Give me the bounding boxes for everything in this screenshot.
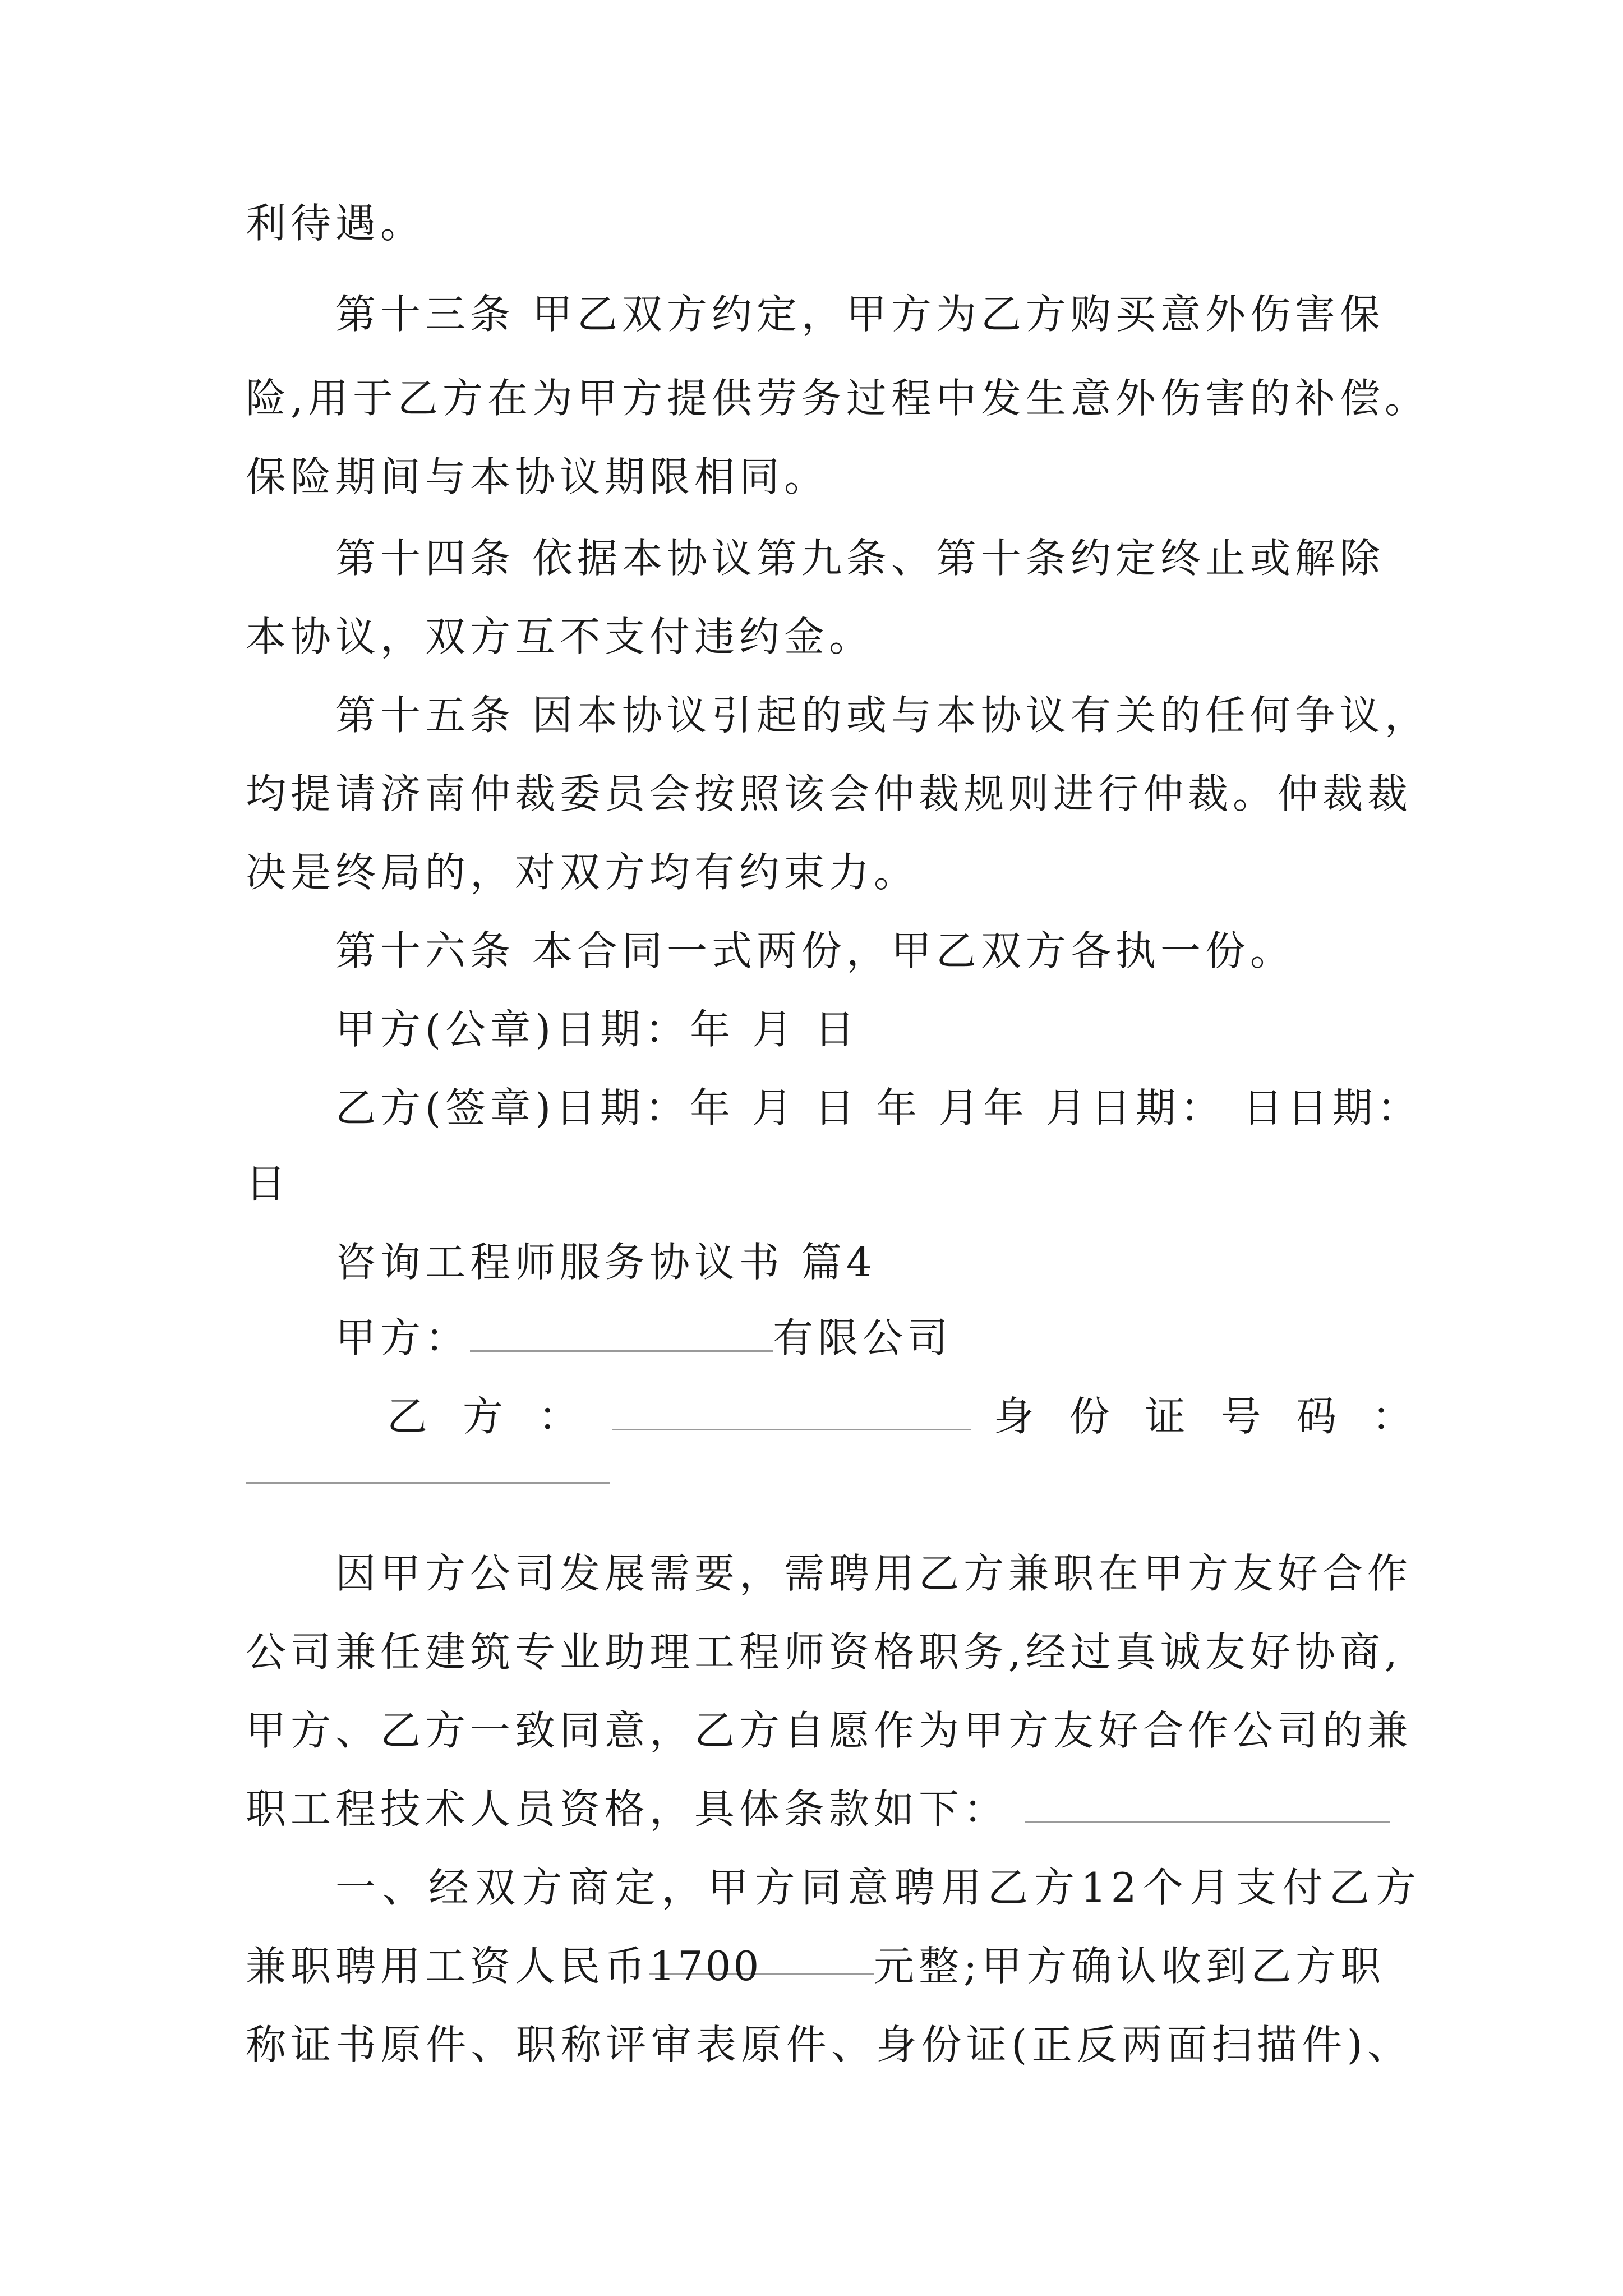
party-b-line: [387, 1388, 1423, 1444]
paragraph-line: 保险期间与本协议期限相同。: [246, 453, 829, 500]
section-heading: 咨询工程师服务协议书 篇4: [335, 1239, 877, 1286]
id-number-label: 身 份 证 号 码 ：: [993, 1393, 1424, 1440]
paragraph-line: 险,用于乙方在为甲方提供劳务过程中发生意外伤害的补偿。: [246, 375, 1430, 422]
terms-intro: 职工程技术人员资格，具体条款如下：: [246, 1786, 1009, 1833]
salary-blank: [649, 1938, 874, 1990]
party-b-seal-date: 乙方(签章)日期：年 月 日 年 月年 月日期： 日日期：: [335, 1084, 1422, 1131]
paragraph-line: [246, 1781, 1390, 1837]
salary-amount: 1700: [649, 1943, 762, 1990]
party-b-name-blank: [612, 1394, 971, 1430]
party-a-label: 甲方：: [335, 1314, 471, 1361]
salary-prefix: 兼职聘用工资人民币: [246, 1943, 650, 1990]
clause-1-line: 一、经双方商定，甲方同意聘用乙方12个月支付乙方: [335, 1864, 1421, 1911]
paragraph-line: 本协议，双方互不支付违约金。: [246, 613, 874, 660]
paragraph-line: 均提请济南仲裁委员会按照该会仲裁规则进行仲裁。仲裁裁: [246, 770, 1413, 817]
clause-13-line: 第十三条 甲乙双方约定，甲方为乙方购买意外伤害保: [335, 291, 1385, 338]
id-number-blank: [246, 1482, 610, 1484]
salary-line: [246, 1938, 1385, 1994]
clause-14-line: 第十四条 依据本协议第九条、第十条约定终止或解除: [335, 535, 1385, 582]
clause-15-line: 第十五条 因本协议引起的或与本协议有关的任何争议，: [335, 692, 1430, 739]
paragraph-line: 称证书原件、职称评审表原件、身份证(正反两面扫描件)、: [246, 2021, 1412, 2068]
salary-suffix: 元整;甲方确认收到乙方职: [874, 1943, 1386, 1990]
party-a-line: [335, 1310, 952, 1366]
terms-blank: [1025, 1787, 1390, 1823]
party-b-label: 乙 方 ：: [387, 1393, 590, 1440]
paragraph-line: 决是终局的，对双方均有约束力。: [246, 849, 919, 896]
paragraph-line: 日: [246, 1160, 291, 1207]
paragraph-line: 公司兼任建筑专业助理工程师资格职务,经过真诚友好协商,: [246, 1628, 1402, 1676]
party-a-seal-date: 甲方(公章)日期：年 月 日: [335, 1006, 859, 1053]
company-name-blank: [470, 1315, 773, 1352]
party-a-suffix: 有限公司: [773, 1314, 953, 1361]
paragraph-line: 利待遇。: [246, 200, 426, 247]
clause-16-line: 第十六条 本合同一式两份，甲乙双方各执一份。: [335, 927, 1295, 974]
paragraph-line: 甲方、乙方一致同意，乙方自愿作为甲方友好合作公司的兼: [246, 1707, 1413, 1754]
paragraph-line: 因甲方公司发展需要，需聘用乙方兼职在甲方友好合作: [335, 1550, 1413, 1597]
